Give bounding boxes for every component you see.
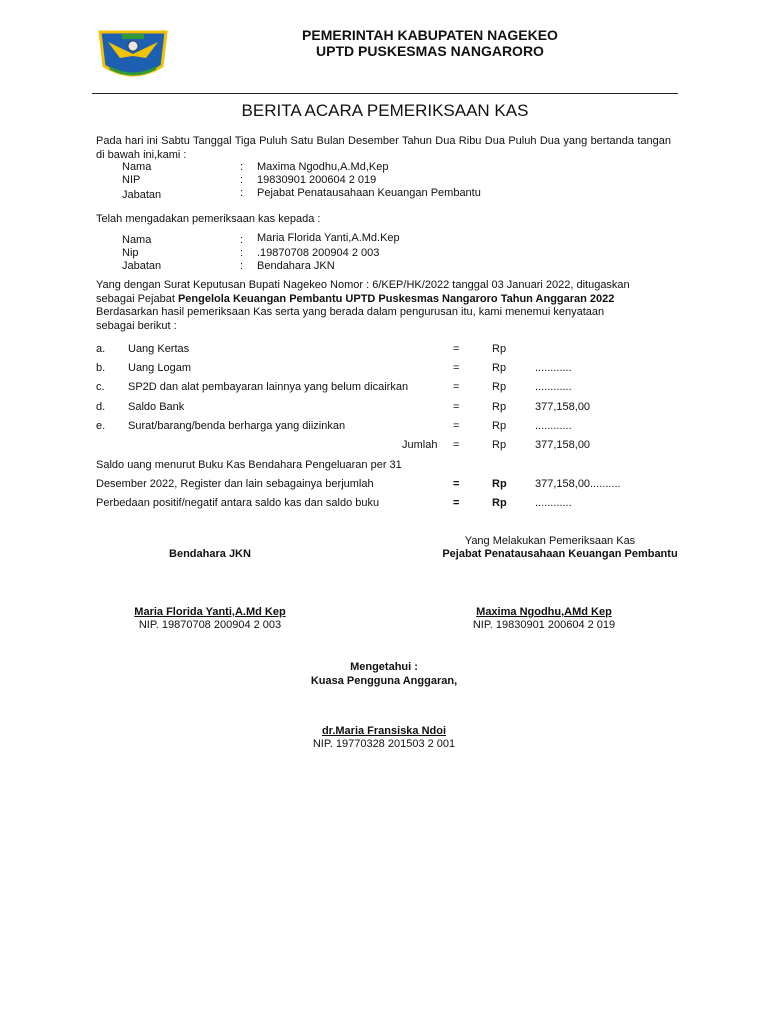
colon: : <box>240 260 244 272</box>
value: Maria Florida Yanti,A.Md.Kep <box>257 232 400 244</box>
saldo-eq: = <box>453 478 460 490</box>
saldo-text-2: Desember 2022, Register dan lain sebagainya berjumlah <box>96 478 374 490</box>
item-eq: = <box>453 362 460 374</box>
document-title: BERITA ACARA PEMERIKSAAN KAS <box>241 101 529 120</box>
label: NIP <box>122 174 141 186</box>
item-row-c <box>96 380 696 394</box>
perbedaan-rp: Rp <box>492 497 507 509</box>
jumlah-rp: Rp <box>492 439 507 451</box>
item-desc: Saldo Bank <box>128 401 185 413</box>
jumlah-row <box>96 438 696 452</box>
decree-line-2 <box>96 293 671 307</box>
left-sign-name: Maria Florida Yanti,A.Md Kep <box>134 606 286 618</box>
item-eq: = <box>453 343 460 355</box>
header-puskesmas: UPTD PUSKESMAS NANGARORO <box>316 43 544 59</box>
saldo-rp: Rp <box>492 478 507 490</box>
item-rp: Rp <box>492 401 507 413</box>
saldo-text-1: Saldo uang menurut Buku Kas Bendahara Pengeluaran per 31 <box>96 459 402 471</box>
regency-logo <box>96 26 170 82</box>
jumlah-label: Jumlah <box>402 439 438 451</box>
decree-line-2-prefix: sebagai Pejabat <box>96 292 178 305</box>
kpa-title: Kuasa Pengguna Anggaran, <box>310 675 458 687</box>
value: Bendahara JKN <box>257 260 335 272</box>
item-row-a <box>96 342 696 356</box>
item-rp: Rp <box>492 343 507 355</box>
decree-line-3: Berdasarkan hasil pemeriksaan Kas serta yang berada dalam pengurusan itu, kami menemui kenyataan <box>96 306 605 318</box>
perbedaan-value: ............ <box>535 497 572 509</box>
decree-paragraph <box>96 279 671 333</box>
examiner-pretitle: Yang Melakukan Pemeriksaan Kas <box>464 535 636 547</box>
label: Nama <box>122 161 152 173</box>
left-sign-nip: NIP. 19870708 200904 2 003 <box>138 619 282 631</box>
item-eq: = <box>453 401 460 413</box>
kpa-name: dr.Maria Fransiska Ndoi <box>321 725 447 737</box>
item-row-b <box>96 361 696 375</box>
item-letter: e. <box>96 420 106 432</box>
item-desc: Uang Logam <box>128 362 191 374</box>
perbedaan-label: Perbedaan positif/negatif antara saldo kas dan saldo buku <box>96 497 380 509</box>
decree-position: Pengelola Keuangan Pembantu UPTD Puskesmas Nangaroro Tahun Anggaran 2022 <box>177 292 615 305</box>
saldo-value: 377,158,00.......... <box>535 478 621 490</box>
decree-line-1: Yang dengan Surat Keputusan Bupati Nagekeo Nomor : 6/KEP/HK/2022 tanggal 03 Januari 2022, ditugaskan <box>96 279 630 291</box>
item-desc: Uang Kertas <box>128 343 190 355</box>
decree-line-4: sebagai berikut : <box>96 319 177 332</box>
item-value: ............ <box>535 420 572 432</box>
item-letter: b. <box>96 362 106 374</box>
item-letter: d. <box>96 401 106 413</box>
colon: : <box>240 247 244 259</box>
saldo-line-1 <box>96 458 696 472</box>
colon: : <box>240 234 244 246</box>
item-value: 377,158,00 <box>535 401 591 413</box>
perbedaan-eq: = <box>453 497 460 509</box>
jumlah-eq: = <box>453 439 460 451</box>
item-value: ............ <box>535 362 572 374</box>
left-sign-title: Bendahara JKN <box>169 548 251 560</box>
intro-paragraph: Pada hari ini Sabtu Tanggal Tiga Puluh Satu Bulan Desember Tahun Dua Ribu Dua Puluh Dua yang bertanda tangan di bawah ini,kami : <box>96 135 671 161</box>
value: 19830901 200604 2 019 <box>257 174 377 186</box>
item-value: ............ <box>535 381 572 393</box>
right-sign-nip: NIP. 19830901 200604 2 019 <box>472 619 616 631</box>
item-desc: SP2D dan alat pembayaran lainnya yang belum dicairkan <box>128 381 409 393</box>
item-rp: Rp <box>492 381 507 393</box>
kpa-nip: NIP. 19770328 201503 2 001 <box>312 738 456 750</box>
colon: : <box>240 187 244 199</box>
value: .19870708 200904 2 003 <box>257 247 380 259</box>
item-row-d <box>96 400 696 414</box>
header-divider <box>92 93 678 94</box>
checked-intro: Telah mengadakan pemeriksaan kas kepada : <box>96 213 321 225</box>
label: Nip <box>122 247 139 259</box>
item-rp: Rp <box>492 362 507 374</box>
colon: : <box>240 174 244 186</box>
item-eq: = <box>453 381 460 393</box>
item-desc: Surat/barang/benda berharga yang diizinkan <box>128 420 346 432</box>
label: Jabatan <box>122 260 162 272</box>
value: Maxima Ngodhu,A.Md,Kep <box>257 161 389 173</box>
header-government: PEMERINTAH KABUPATEN NAGEKEO <box>302 27 558 43</box>
item-row-e <box>96 419 696 433</box>
colon: : <box>240 161 244 173</box>
value: Pejabat Penatausahaan Keuangan Pembantu <box>257 187 481 199</box>
item-letter: a. <box>96 343 106 355</box>
right-sign-name: Maxima Ngodhu,AMd Kep <box>476 606 612 618</box>
acknowledged-label: Mengetahui : <box>350 661 418 673</box>
saldo-line-2 <box>96 477 696 491</box>
right-sign-title: Pejabat Penatausahaan Keuangan Pembantu <box>442 548 678 560</box>
item-rp: Rp <box>492 420 507 432</box>
perbedaan-row <box>96 496 696 510</box>
label: Nama <box>122 234 152 246</box>
jumlah-value: 377,158,00 <box>535 439 591 451</box>
label: Jabatan <box>122 189 162 201</box>
item-eq: = <box>453 420 460 432</box>
item-letter: c. <box>96 381 105 393</box>
